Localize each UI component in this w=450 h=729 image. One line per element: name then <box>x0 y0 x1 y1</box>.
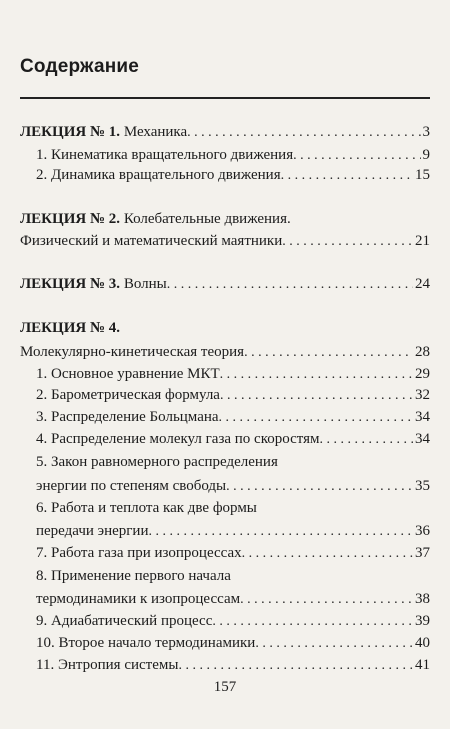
toc-entry-lecture-3 <box>20 274 430 294</box>
page-ref: 15 <box>415 167 430 183</box>
toc-entry <box>36 145 430 165</box>
dot-leader <box>244 342 413 363</box>
toc-entry <box>36 589 430 609</box>
lecture-label: ЛЕКЦИЯ № 2. <box>20 211 121 227</box>
toc-entry-text: 2. Динамика вращательного движения <box>36 167 281 183</box>
toc-entry-text: энергии по степеням свободы <box>36 478 227 494</box>
toc-entry <box>36 364 430 384</box>
page-ref: 9 <box>422 147 430 163</box>
dot-leader <box>226 476 413 497</box>
toc-entry-text: 11. Энтропия системы <box>36 657 179 673</box>
dot-leader <box>281 165 413 186</box>
dot-leader <box>242 543 413 564</box>
toc-entry-text: 2. Барометрическая формула <box>36 387 220 403</box>
toc-entry <box>36 452 430 472</box>
dot-leader <box>167 274 413 295</box>
dot-leader <box>240 589 413 610</box>
toc-entry-text: 10. Второе начало термодинамики <box>36 635 256 651</box>
toc-entry <box>36 543 430 563</box>
page-ref: 38 <box>415 591 430 607</box>
lecture-label: ЛЕКЦИЯ № 1. <box>20 124 121 140</box>
toc-entry <box>20 231 430 251</box>
page-ref: 3 <box>422 124 430 140</box>
toc-entry <box>36 633 430 653</box>
toc-entry <box>20 342 430 362</box>
dot-leader <box>219 407 413 428</box>
dot-leader <box>282 231 413 252</box>
toc-entry <box>36 385 430 405</box>
title-divider <box>20 97 430 99</box>
dot-leader <box>255 633 413 654</box>
toc-entry-text: Молекулярно-кинетическая теория <box>20 344 245 360</box>
page-ref: 41 <box>415 657 430 673</box>
toc-entry-text: 7. Работа газа при изопроцессах <box>36 545 242 561</box>
dot-leader <box>293 145 420 166</box>
dot-leader <box>187 122 420 143</box>
page-ref: 34 <box>415 431 430 447</box>
dot-leader <box>220 385 413 406</box>
page-ref: 35 <box>415 478 430 494</box>
page-ref: 36 <box>415 523 430 539</box>
toc-entry-lecture-2 <box>20 209 430 229</box>
toc-entry-text: 6. Работа и теплота как две формы <box>36 500 257 516</box>
toc-entry-text: термодинамики к изопроцессам <box>36 591 241 607</box>
page-ref: 24 <box>415 276 430 292</box>
dot-leader <box>212 611 413 632</box>
toc-entry-text: ЛЕКЦИЯ № 3. Волны <box>20 276 167 292</box>
lecture-label: ЛЕКЦИЯ № 3. <box>20 276 121 292</box>
toc-entry <box>36 429 430 449</box>
lecture-label: ЛЕКЦИЯ № 4. <box>20 320 121 336</box>
toc-entry-text: 4. Распределение молекул газа по скоростям <box>36 431 320 447</box>
toc-entry <box>36 611 430 631</box>
toc-entry-text: 1. Основное уравнение МКТ <box>36 366 220 382</box>
toc-entry-text: Физический и математический маятники <box>20 233 283 249</box>
dot-leader <box>149 521 414 542</box>
page-ref: 37 <box>415 545 430 561</box>
dot-leader <box>320 429 413 450</box>
page-ref: 40 <box>415 635 430 651</box>
page-ref: 21 <box>415 233 430 249</box>
toc-entry <box>36 566 430 586</box>
dot-leader <box>220 364 413 385</box>
toc-entry-text: ЛЕКЦИЯ № 2. Колебательные движения. <box>20 211 291 227</box>
page-ref: 32 <box>415 387 430 403</box>
toc-entry-text: 1. Кинематика вращательного движения <box>36 147 294 163</box>
dot-leader <box>178 655 413 676</box>
page-ref: 34 <box>415 409 430 425</box>
toc-entry <box>36 476 430 496</box>
toc-entry <box>36 498 430 518</box>
toc-entry-text: 3. Распределение Больцмана <box>36 409 219 425</box>
toc-entry-text: ЛЕКЦИЯ № 1. Механика <box>20 124 188 140</box>
toc-entry-lecture-1 <box>20 122 430 142</box>
toc-entry <box>36 655 430 675</box>
toc-entry <box>36 165 430 185</box>
toc-entry-text: передачи энергии <box>36 523 149 539</box>
toc-entry <box>36 407 430 427</box>
toc-entry <box>36 521 430 541</box>
toc-entry-text: 9. Адиабатический процесс <box>36 613 213 629</box>
page-ref: 28 <box>415 344 430 360</box>
page-ref: 29 <box>415 366 430 382</box>
page-title: Содержание <box>20 56 140 77</box>
toc-entry-lecture-4 <box>20 318 430 338</box>
toc-entry-text: 5. Закон равномерного распределения <box>36 454 278 470</box>
page-ref: 39 <box>415 613 430 629</box>
toc-entry-text: 8. Применение первого начала <box>36 568 231 584</box>
page-number: 157 <box>213 679 237 695</box>
